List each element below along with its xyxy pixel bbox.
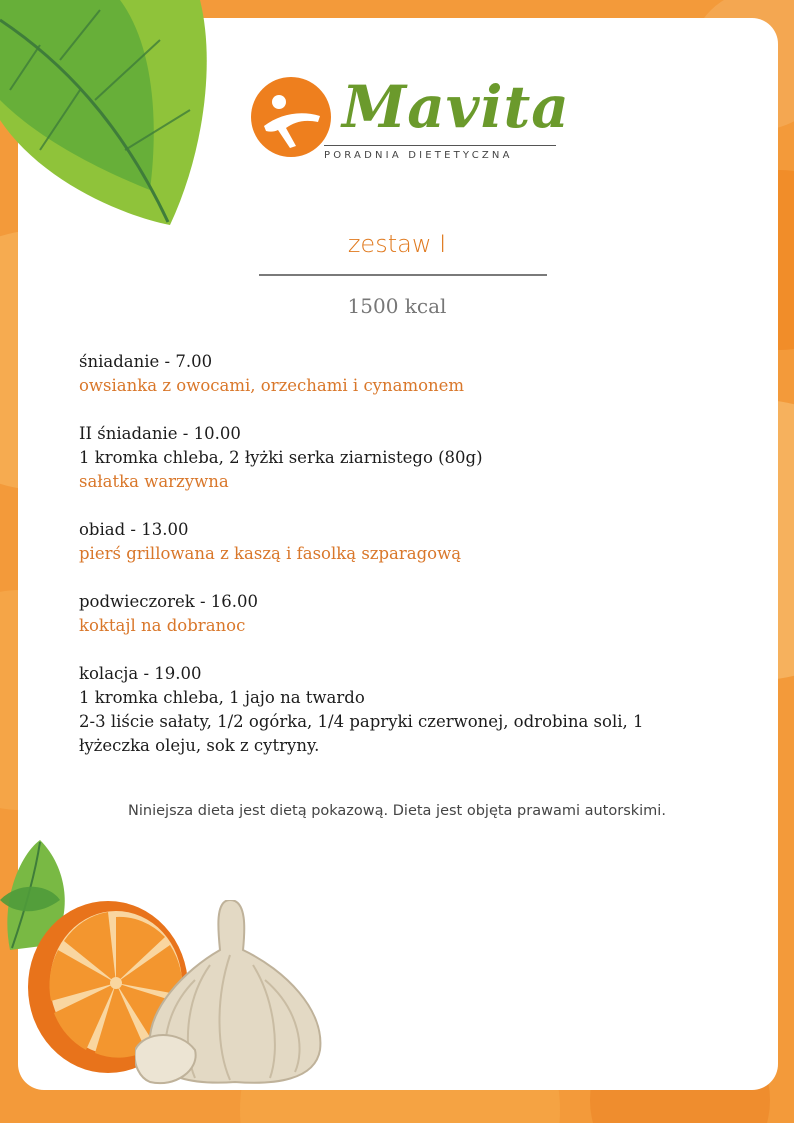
brand-name: Mavita (342, 73, 570, 141)
meal-snack (79, 590, 699, 638)
meal-plan (79, 350, 699, 782)
meal-heading: obiad - 13.00 (79, 520, 189, 539)
garlic-icon (135, 900, 330, 1090)
meal-line: 1 kromka chleba, 2 łyżki serka ziarnistego (80g) (79, 448, 483, 467)
meal-heading: śniadanie - 7.00 (79, 352, 213, 371)
meal-second-breakfast (79, 422, 699, 494)
person-logo-icon (250, 76, 332, 158)
meal-line: 2-3 liście sałaty, 1/2 ogórka, 1/4 papryki czerwonej, odrobina soli, 1 łyżeczka oleju, sok z cytryny. (79, 712, 644, 755)
title-divider (259, 274, 547, 276)
meal-dish: pierś grillowana z kaszą i fasolką szparagową (79, 544, 462, 563)
logo-divider (324, 145, 556, 146)
brand-logo (250, 72, 570, 167)
meal-dinner (79, 662, 699, 758)
meal-lunch (79, 518, 699, 566)
leaf-icon (0, 0, 215, 230)
calorie-label: 1500 kcal (347, 294, 447, 318)
meal-line: 1 kromka chleba, 1 jajo na twardo (79, 688, 365, 707)
diet-title: zestaw I (347, 230, 447, 258)
meal-dish: koktajl na dobranoc (79, 616, 246, 635)
copyright-note: Niniejsza dieta jest dietą pokazową. Dieta jest objęta prawami autorskimi. (128, 803, 666, 819)
meal-heading: podwieczorek - 16.00 (79, 592, 259, 611)
brand-tagline: PORADNIA DIETETYCZNA (324, 150, 513, 161)
meal-heading: II śniadanie - 10.00 (79, 424, 241, 443)
meal-heading: kolacja - 19.00 (79, 664, 202, 683)
meal-breakfast (79, 350, 699, 398)
meal-dish: sałatka warzywna (79, 472, 229, 491)
meal-dish: owsianka z owocami, orzechami i cynamonem (79, 376, 465, 395)
